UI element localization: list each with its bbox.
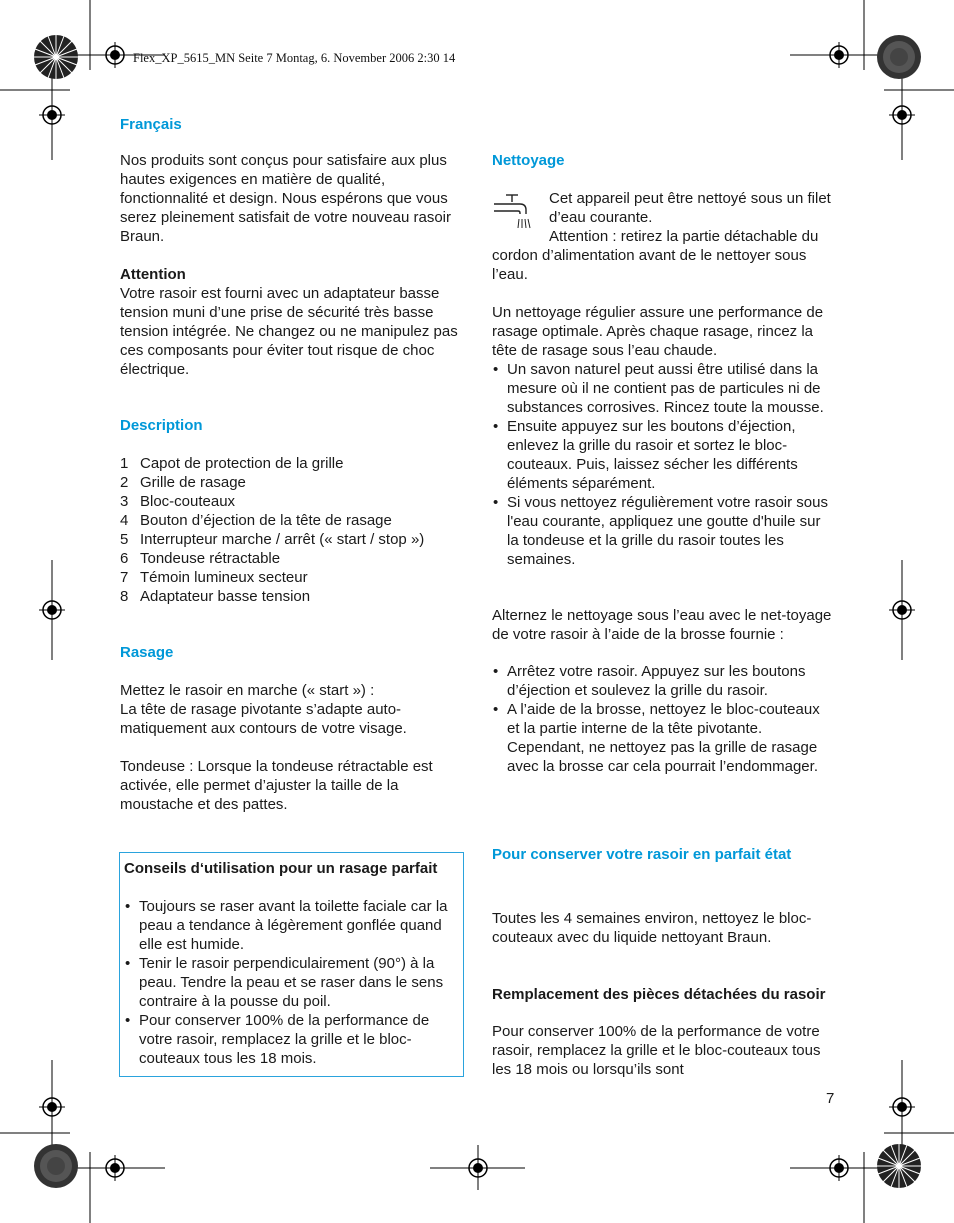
list-item: • Un savon naturel peut aussi être utilisé dans la mesure où il ne contient pas de particules ni de substances corrosives. Rincez toute la mousse.	[492, 360, 834, 417]
list-item: • Pour conserver 100% de la performance de votre rasoir, remplacez la grille et le bloc-couteaux tous les 18 mois.	[124, 1011, 460, 1068]
list-item	[120, 587, 462, 606]
nettoyage-list-1	[492, 360, 834, 569]
nettoyage-paragraph-1: Cet appareil peut être nettoyé sous un filet d’eau courante.	[549, 190, 831, 226]
page-number: 7	[826, 1090, 835, 1107]
color-target-icon	[876, 1143, 922, 1189]
nettoyage-paragraph-4: Alternez le nettoyage sous l’eau avec le net-toyage de votre rasoir à l’aide de la brosse fournie :	[492, 607, 832, 643]
registration-mark-icon	[889, 102, 915, 128]
item-number: 2	[120, 474, 129, 491]
conserver-paragraph-1: Toutes les 4 semaines environ, nettoyez le bloc-couteaux avec du liquide nettoyant Braun.	[492, 910, 812, 946]
tips-list	[124, 897, 460, 1068]
list-item: • Arrêtez votre rasoir. Appuyez sur les boutons d’éjection et soulevez la grille du rasoir.	[492, 662, 834, 700]
rasage-paragraph-3: Tondeuse : Lorsque la tondeuse rétractable est activée, elle permet d’ajuster la taille de la moustache et des pattes.	[120, 758, 433, 813]
rasage-paragraph-1: Mettez le rasoir en marche (« start ») :	[120, 682, 375, 699]
list-item: • A l’aide de la brosse, nettoyez le bloc-couteaux et la partie interne de la tête pivotante. Cependant, ne nettoyez pas la grille de rasage avec la brosse car cela pourrait l’endommager.	[492, 700, 834, 776]
registration-mark-icon	[889, 1094, 915, 1120]
registration-mark-icon	[39, 597, 65, 623]
registration-mark-icon	[39, 1094, 65, 1120]
section-title-nettoyage: Nettoyage	[492, 152, 565, 169]
section-title-conserver: Pour conserver votre rasoir en parfait état	[492, 846, 792, 863]
intro-paragraph: Nos produits sont conçus pour satisfaire aux plus hautes exigences en matière de qualité, fonctionnalité et design. Nous espérons que vous serez pleinement satisfait de votre nouveau rasoir Braun.	[120, 152, 452, 245]
registration-mark-icon	[465, 1155, 491, 1181]
item-number: 3	[120, 493, 129, 510]
item-label: Témoin lumineux secteur	[140, 569, 308, 586]
list-item	[120, 454, 462, 473]
section-title-rasage: Rasage	[120, 644, 174, 661]
section-title-description: Description	[120, 417, 203, 434]
replacement-heading: Remplacement des pièces détachées du rasoir	[492, 986, 826, 1003]
item-label: Tondeuse rétractable	[140, 550, 281, 567]
registration-mark-icon	[102, 1155, 128, 1181]
registration-mark-icon	[39, 102, 65, 128]
color-target-icon	[33, 1143, 79, 1189]
conserver-paragraph-2: Pour conserver 100% de la performance de votre rasoir, remplacez la grille et le bloc-couteaux tous les 18 mois ou lorsqu’ils sont	[492, 1023, 821, 1078]
item-label: Capot de protection de la grille	[140, 455, 344, 472]
print-slug: Flex_XP_5615_MN Seite 7 Montag, 6. November 2006 2:30 14	[133, 51, 456, 65]
color-target-icon	[876, 34, 922, 80]
item-label: Adaptateur basse tension	[140, 588, 311, 605]
list-item	[120, 530, 462, 549]
section-title-francais: Français	[120, 116, 182, 133]
list-item	[120, 568, 462, 587]
item-number: 8	[120, 588, 129, 605]
item-number: 1	[120, 455, 129, 472]
attention-paragraph: Votre rasoir est fourni avec un adaptateur basse tension muni d’une prise de sécurité très basse tension intégrée. Ne changez ou ne manipulez pas ces composants pour éviter tout risque de choc électrique.	[120, 285, 458, 378]
item-label: Grille de rasage	[140, 474, 246, 491]
item-label: Interrupteur marche / arrêt (« start / stop »)	[140, 531, 425, 548]
list-item: • Toujours se raser avant la toilette faciale car la peau a tendance à légèrement gonflée quand elle est humide.	[124, 897, 460, 954]
list-item: • Tenir le rasoir perpendiculairement (90°) à la peau. Tendre la peau et se raser dans le sens contraire à la pousse du poil.	[124, 954, 460, 1011]
item-label: Bouton d’éjection de la tête de rasage	[140, 512, 392, 529]
tips-heading: Conseils d‘utilisation pour un rasage parfait	[124, 860, 438, 877]
item-number: 7	[120, 569, 129, 586]
item-number: 5	[120, 531, 129, 548]
nettoyage-list-2	[492, 662, 834, 776]
nettoyage-paragraph-3: Un nettoyage régulier assure une performance de rasage optimale. Après chaque rasage, rincez la tête de rasage sous l’eau chaude.	[492, 304, 824, 359]
registration-mark-icon	[889, 597, 915, 623]
list-item	[120, 549, 462, 568]
list-item	[120, 492, 462, 511]
list-item: • Si vous nettoyez régulièrement votre rasoir sous l'eau courante, appliquez une goutte d'huile sur la tondeuse et la grille du rasoir toutes les semaines.	[492, 493, 834, 569]
description-list	[120, 454, 462, 606]
item-label: Bloc-couteaux	[140, 493, 236, 510]
list-item	[120, 473, 462, 492]
color-target-icon	[33, 34, 79, 80]
item-number: 4	[120, 512, 129, 529]
list-item: • Ensuite appuyez sur les boutons d’éjection, enlevez la grille du rasoir et sortez le bloc-couteaux. Puis, laissez sécher les différents éléments séparément.	[492, 417, 834, 493]
rasage-paragraph-2: La tête de rasage pivotante s’adapte auto-matiquement aux contours de votre visage.	[120, 701, 407, 737]
attention-heading: Attention	[120, 266, 186, 283]
registration-mark-icon	[826, 42, 852, 68]
registration-mark-icon	[102, 42, 128, 68]
nettoyage-paragraph-2: Attention : retirez la partie détachable du cordon d’alimentation avant de le nettoyer sous l’eau.	[492, 228, 819, 283]
registration-mark-icon	[826, 1155, 852, 1181]
list-item	[120, 511, 462, 530]
water-tap-icon	[492, 192, 536, 232]
item-number: 6	[120, 550, 129, 567]
